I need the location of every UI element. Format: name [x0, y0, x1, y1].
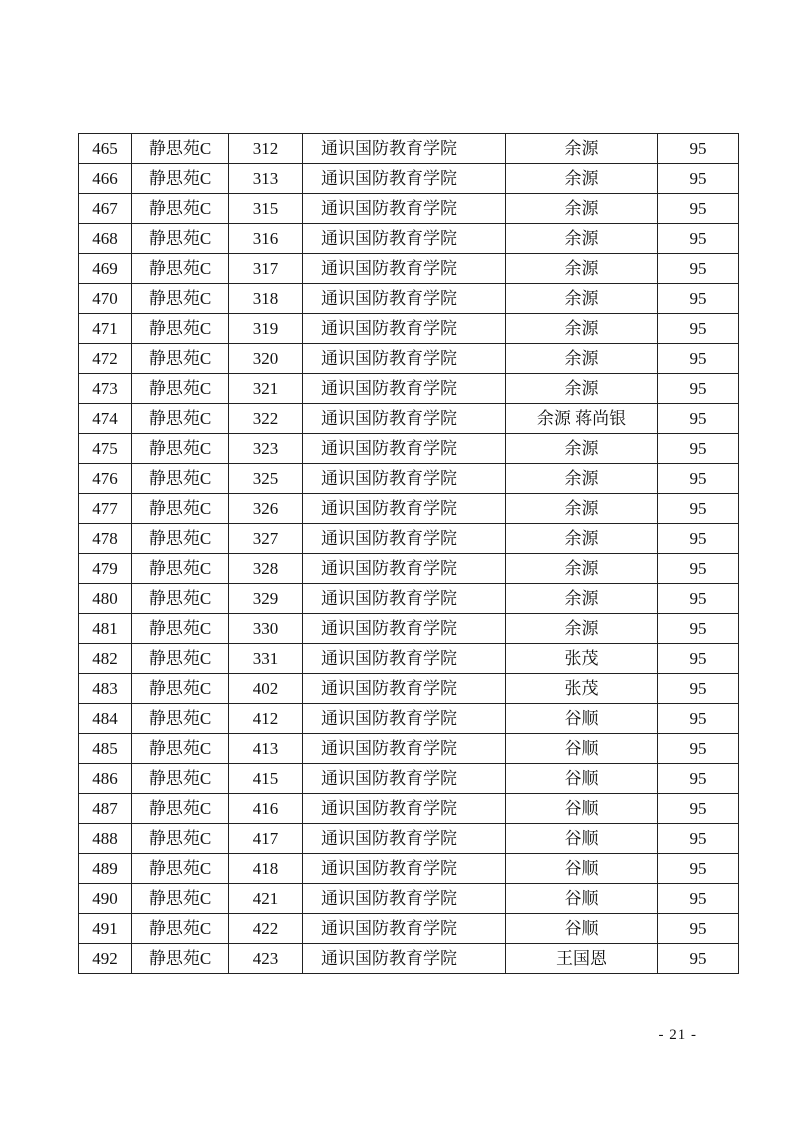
score-cell: 95 — [658, 644, 739, 674]
row-index-cell: 492 — [79, 944, 132, 974]
score-cell: 95 — [658, 314, 739, 344]
score-cell: 95 — [658, 554, 739, 584]
building-cell: 静思苑C — [132, 464, 229, 494]
row-index-cell: 480 — [79, 584, 132, 614]
score-cell: 95 — [658, 794, 739, 824]
row-index-cell: 469 — [79, 254, 132, 284]
building-cell: 静思苑C — [132, 134, 229, 164]
row-index-cell: 471 — [79, 314, 132, 344]
room-cell: 327 — [229, 524, 303, 554]
building-cell: 静思苑C — [132, 224, 229, 254]
college-cell: 通识国防教育学院 — [303, 824, 506, 854]
room-cell: 323 — [229, 434, 303, 464]
row-index-cell: 468 — [79, 224, 132, 254]
table-row — [79, 764, 739, 794]
counselor-cell: 谷顺 — [506, 824, 658, 854]
table-row — [79, 194, 739, 224]
row-index-cell: 482 — [79, 644, 132, 674]
building-cell: 静思苑C — [132, 164, 229, 194]
room-cell: 416 — [229, 794, 303, 824]
row-index-cell: 489 — [79, 854, 132, 884]
room-cell: 320 — [229, 344, 303, 374]
room-cell: 422 — [229, 914, 303, 944]
row-index-cell: 488 — [79, 824, 132, 854]
college-cell: 通识国防教育学院 — [303, 524, 506, 554]
building-cell: 静思苑C — [132, 794, 229, 824]
counselor-cell: 余源 — [506, 554, 658, 584]
college-cell: 通识国防教育学院 — [303, 764, 506, 794]
table-row — [79, 434, 739, 464]
table-row — [79, 734, 739, 764]
building-cell: 静思苑C — [132, 194, 229, 224]
counselor-cell: 谷顺 — [506, 734, 658, 764]
college-cell: 通识国防教育学院 — [303, 164, 506, 194]
building-cell: 静思苑C — [132, 314, 229, 344]
table-row — [79, 944, 739, 974]
college-cell: 通识国防教育学院 — [303, 554, 506, 584]
room-cell: 319 — [229, 314, 303, 344]
counselor-cell: 余源 — [506, 614, 658, 644]
table-row — [79, 494, 739, 524]
counselor-cell: 余源 — [506, 584, 658, 614]
table-body — [79, 134, 739, 974]
college-cell: 通识国防教育学院 — [303, 434, 506, 464]
building-cell: 静思苑C — [132, 584, 229, 614]
row-index-cell: 485 — [79, 734, 132, 764]
building-cell: 静思苑C — [132, 554, 229, 584]
room-cell: 318 — [229, 284, 303, 314]
counselor-cell: 谷顺 — [506, 854, 658, 884]
score-cell: 95 — [658, 464, 739, 494]
college-cell: 通识国防教育学院 — [303, 194, 506, 224]
college-cell: 通识国防教育学院 — [303, 944, 506, 974]
college-cell: 通识国防教育学院 — [303, 374, 506, 404]
building-cell: 静思苑C — [132, 914, 229, 944]
room-cell: 418 — [229, 854, 303, 884]
score-cell: 95 — [658, 944, 739, 974]
table-row — [79, 704, 739, 734]
row-index-cell: 474 — [79, 404, 132, 434]
row-index-cell: 473 — [79, 374, 132, 404]
row-index-cell: 487 — [79, 794, 132, 824]
counselor-cell: 余源 — [506, 194, 658, 224]
score-cell: 95 — [658, 674, 739, 704]
room-cell: 413 — [229, 734, 303, 764]
room-cell: 326 — [229, 494, 303, 524]
room-cell: 312 — [229, 134, 303, 164]
building-cell: 静思苑C — [132, 704, 229, 734]
row-index-cell: 475 — [79, 434, 132, 464]
counselor-cell: 张茂 — [506, 674, 658, 704]
college-cell: 通识国防教育学院 — [303, 254, 506, 284]
score-cell: 95 — [658, 884, 739, 914]
college-cell: 通识国防教育学院 — [303, 614, 506, 644]
counselor-cell: 余源 — [506, 434, 658, 464]
table-row — [79, 554, 739, 584]
dormitory-score-table — [78, 133, 739, 974]
row-index-cell: 477 — [79, 494, 132, 524]
score-cell: 95 — [658, 584, 739, 614]
room-cell: 316 — [229, 224, 303, 254]
row-index-cell: 470 — [79, 284, 132, 314]
counselor-cell: 余源 — [506, 494, 658, 524]
room-cell: 325 — [229, 464, 303, 494]
row-index-cell: 486 — [79, 764, 132, 794]
row-index-cell: 466 — [79, 164, 132, 194]
building-cell: 静思苑C — [132, 644, 229, 674]
score-cell: 95 — [658, 764, 739, 794]
page-number: - 21 - — [658, 1027, 697, 1043]
room-cell: 417 — [229, 824, 303, 854]
score-cell: 95 — [658, 614, 739, 644]
table-row — [79, 794, 739, 824]
college-cell: 通识国防教育学院 — [303, 734, 506, 764]
counselor-cell: 余源 — [506, 284, 658, 314]
score-cell: 95 — [658, 914, 739, 944]
room-cell: 402 — [229, 674, 303, 704]
room-cell: 313 — [229, 164, 303, 194]
building-cell: 静思苑C — [132, 854, 229, 884]
table-row — [79, 644, 739, 674]
table-row — [79, 314, 739, 344]
score-cell: 95 — [658, 344, 739, 374]
table-row — [79, 344, 739, 374]
counselor-cell: 王国恩 — [506, 944, 658, 974]
counselor-cell: 谷顺 — [506, 704, 658, 734]
table-row — [79, 254, 739, 284]
score-cell: 95 — [658, 284, 739, 314]
room-cell: 321 — [229, 374, 303, 404]
score-cell: 95 — [658, 404, 739, 434]
room-cell: 415 — [229, 764, 303, 794]
score-cell: 95 — [658, 494, 739, 524]
college-cell: 通识国防教育学院 — [303, 344, 506, 374]
row-index-cell: 491 — [79, 914, 132, 944]
building-cell: 静思苑C — [132, 344, 229, 374]
table-row — [79, 134, 739, 164]
college-cell: 通识国防教育学院 — [303, 914, 506, 944]
room-cell: 421 — [229, 884, 303, 914]
building-cell: 静思苑C — [132, 374, 229, 404]
college-cell: 通识国防教育学院 — [303, 854, 506, 884]
college-cell: 通识国防教育学院 — [303, 464, 506, 494]
college-cell: 通识国防教育学院 — [303, 284, 506, 314]
score-cell: 95 — [658, 434, 739, 464]
counselor-cell: 余源 — [506, 254, 658, 284]
row-index-cell: 479 — [79, 554, 132, 584]
table-row — [79, 404, 739, 434]
counselor-cell: 余源 — [506, 314, 658, 344]
table-row — [79, 914, 739, 944]
table-row — [79, 524, 739, 554]
room-cell: 423 — [229, 944, 303, 974]
table-row — [79, 584, 739, 614]
college-cell: 通识国防教育学院 — [303, 584, 506, 614]
building-cell: 静思苑C — [132, 764, 229, 794]
row-index-cell: 467 — [79, 194, 132, 224]
counselor-cell: 谷顺 — [506, 884, 658, 914]
building-cell: 静思苑C — [132, 284, 229, 314]
table-row — [79, 464, 739, 494]
table-row — [79, 224, 739, 254]
room-cell: 328 — [229, 554, 303, 584]
building-cell: 静思苑C — [132, 734, 229, 764]
score-cell: 95 — [658, 854, 739, 884]
college-cell: 通识国防教育学院 — [303, 704, 506, 734]
counselor-cell: 余源 — [506, 464, 658, 494]
room-cell: 322 — [229, 404, 303, 434]
row-index-cell: 465 — [79, 134, 132, 164]
counselor-cell: 张茂 — [506, 644, 658, 674]
score-cell: 95 — [658, 824, 739, 854]
counselor-cell: 余源 — [506, 344, 658, 374]
score-cell: 95 — [658, 164, 739, 194]
table-row — [79, 884, 739, 914]
score-cell: 95 — [658, 254, 739, 284]
table-row — [79, 374, 739, 404]
table-row — [79, 674, 739, 704]
score-cell: 95 — [658, 374, 739, 404]
building-cell: 静思苑C — [132, 824, 229, 854]
building-cell: 静思苑C — [132, 254, 229, 284]
table-row — [79, 824, 739, 854]
counselor-cell: 余源 蒋尚银 — [506, 404, 658, 434]
building-cell: 静思苑C — [132, 494, 229, 524]
building-cell: 静思苑C — [132, 944, 229, 974]
row-index-cell: 481 — [79, 614, 132, 644]
building-cell: 静思苑C — [132, 884, 229, 914]
college-cell: 通识国防教育学院 — [303, 314, 506, 344]
building-cell: 静思苑C — [132, 524, 229, 554]
table-row — [79, 164, 739, 194]
college-cell: 通识国防教育学院 — [303, 224, 506, 254]
row-index-cell: 484 — [79, 704, 132, 734]
counselor-cell: 余源 — [506, 164, 658, 194]
counselor-cell: 余源 — [506, 524, 658, 554]
score-cell: 95 — [658, 194, 739, 224]
building-cell: 静思苑C — [132, 614, 229, 644]
counselor-cell: 余源 — [506, 374, 658, 404]
score-cell: 95 — [658, 134, 739, 164]
score-cell: 95 — [658, 734, 739, 764]
row-index-cell: 490 — [79, 884, 132, 914]
building-cell: 静思苑C — [132, 674, 229, 704]
row-index-cell: 478 — [79, 524, 132, 554]
row-index-cell: 483 — [79, 674, 132, 704]
row-index-cell: 472 — [79, 344, 132, 374]
table-row — [79, 854, 739, 884]
college-cell: 通识国防教育学院 — [303, 884, 506, 914]
building-cell: 静思苑C — [132, 404, 229, 434]
room-cell: 329 — [229, 584, 303, 614]
row-index-cell: 476 — [79, 464, 132, 494]
building-cell: 静思苑C — [132, 434, 229, 464]
college-cell: 通识国防教育学院 — [303, 494, 506, 524]
college-cell: 通识国防教育学院 — [303, 794, 506, 824]
college-cell: 通识国防教育学院 — [303, 134, 506, 164]
room-cell: 331 — [229, 644, 303, 674]
room-cell: 317 — [229, 254, 303, 284]
score-cell: 95 — [658, 524, 739, 554]
room-cell: 330 — [229, 614, 303, 644]
counselor-cell: 谷顺 — [506, 794, 658, 824]
table-row — [79, 284, 739, 314]
room-cell: 412 — [229, 704, 303, 734]
room-cell: 315 — [229, 194, 303, 224]
college-cell: 通识国防教育学院 — [303, 404, 506, 434]
table-row — [79, 614, 739, 644]
college-cell: 通识国防教育学院 — [303, 644, 506, 674]
score-cell: 95 — [658, 704, 739, 734]
score-cell: 95 — [658, 224, 739, 254]
counselor-cell: 谷顺 — [506, 764, 658, 794]
counselor-cell: 谷顺 — [506, 914, 658, 944]
college-cell: 通识国防教育学院 — [303, 674, 506, 704]
counselor-cell: 余源 — [506, 224, 658, 254]
counselor-cell: 余源 — [506, 134, 658, 164]
